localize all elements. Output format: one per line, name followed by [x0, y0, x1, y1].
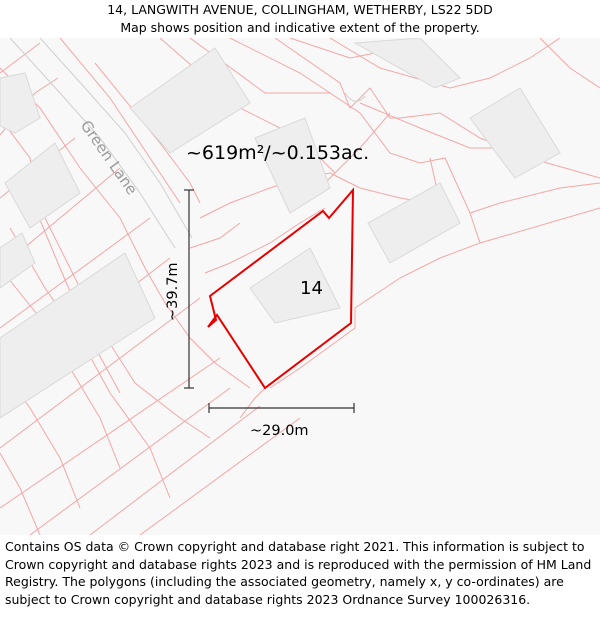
area-label: ~619m²/~0.153ac. — [186, 142, 370, 164]
house-number-label: 14 — [300, 278, 323, 299]
height-measure-line — [184, 190, 194, 388]
property-map[interactable] — [0, 38, 600, 535]
map-canvas — [0, 38, 600, 535]
width-label: ~29.0m — [250, 423, 309, 439]
height-label: ~39.7m — [165, 262, 181, 321]
building-footprints — [0, 38, 560, 418]
width-measure-line — [209, 403, 354, 413]
street-name-label: Green Lane — [76, 116, 142, 199]
copyright-notice: Contains OS data © Crown copyright and database right 2021. This information is subject to Crown copyright and database rights 2023 and is reproduced with the permission of HM Land Registry. The polygons (including the associated geometry, namely x, y co-ordinates) are subject to Crown copyright and database rights 2023 Ordnance Survey 100026316. — [5, 539, 592, 607]
map-subtitle: Map shows position and indicative extent of the property. — [120, 20, 480, 35]
map-header — [0, 0, 600, 39]
property-address: 14, LANGWITH AVENUE, COLLINGHAM, WETHERBY, LS22 5DD — [107, 2, 493, 17]
